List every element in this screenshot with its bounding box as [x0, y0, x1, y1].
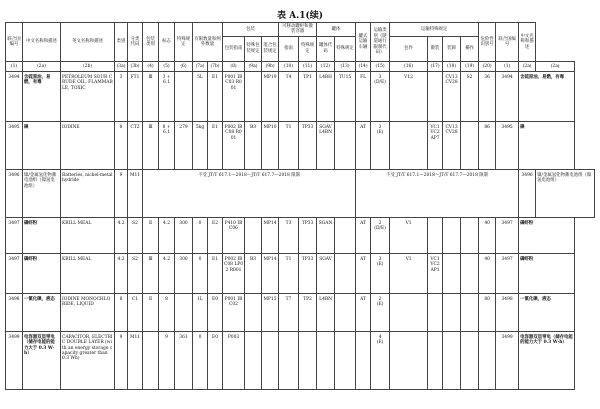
- cell-bulk: [428, 331, 443, 389]
- tunnel-code: (E): [376, 262, 384, 268]
- cell-packing-instr: P001 IBC03 R001: [223, 71, 245, 121]
- cell-special-provisions: 361: [175, 331, 193, 389]
- cell-packages: V12: [390, 71, 428, 121]
- cell-labels: 8 + 6.1: [159, 121, 175, 169]
- cell-mixed-packing: MP19: [262, 71, 279, 121]
- cell-tank-vehicle: AT: [356, 217, 371, 253]
- cell-un: 3498: [6, 293, 23, 331]
- col-num: (9a): [245, 61, 262, 71]
- cell-cn-name-right: 镍/金属氢化物蓄电池组（镍氢电池组）: [536, 169, 595, 217]
- cell-tank-code-special: [335, 217, 356, 253]
- header-loading: 装卸: [443, 36, 461, 61]
- table-row: [6, 169, 595, 217]
- cell-tank-instr: T4: [279, 71, 299, 121]
- cell-bulk: VC1 VC2 AP7: [428, 121, 443, 169]
- cell-mixed-packing: MP14: [262, 217, 279, 253]
- cell-packing-group: [143, 331, 159, 389]
- cell-hazard-id: [479, 331, 496, 389]
- table-title: 表 A.1(续): [276, 11, 324, 21]
- cell-packages: V1: [390, 253, 428, 293]
- cell-bulk: [428, 71, 443, 121]
- table-row: [6, 253, 595, 293]
- col-num: (1): [6, 61, 23, 71]
- header-tank-special: 特殊规定: [299, 36, 317, 61]
- col-num: (14): [356, 61, 371, 71]
- cell-class-code: S2: [128, 217, 143, 253]
- cell-cn-name: 碘: [23, 121, 61, 169]
- cell-tank-special: TP1: [299, 71, 317, 121]
- header-bulk: 散装: [428, 36, 443, 61]
- cell-tank-vehicle: FL: [356, 71, 371, 121]
- header-transport-category: 运输类别（隧道通行限制代码）: [371, 23, 390, 62]
- cell-en-name: IODINE: [61, 121, 115, 169]
- header-cn-name-right: 中文名称和描述: [519, 23, 536, 62]
- cell-labels: 4.2: [159, 217, 175, 253]
- header-tank-instructions: 指南: [279, 36, 299, 61]
- header-labels: 标志: [159, 23, 175, 62]
- cell-tank-code-special: [335, 293, 356, 331]
- cell-cn-name: 一氯化碘，液态: [23, 293, 61, 331]
- cell-excepted-qty: E0: [208, 331, 223, 389]
- cell-class-code: M11: [128, 331, 143, 389]
- cell-loading: [443, 331, 461, 389]
- cell-class-code: FT1: [128, 71, 143, 121]
- header-packaging-group: 包装: [223, 23, 279, 37]
- tunnel-code: (E): [376, 302, 384, 308]
- cell-special-packing: B3: [245, 253, 262, 293]
- cell-tank-code: SGAV: [317, 253, 335, 293]
- col-num: (12): [317, 61, 335, 71]
- cell-exemption-note: 不受 JT/T 617.1—2018～JT/T 617.7—2018 限制: [143, 169, 356, 217]
- cell-tank-special: TP33: [299, 217, 317, 253]
- cell-loading: [443, 217, 461, 253]
- cell-tank-special: [299, 331, 317, 389]
- cell-class: 9: [115, 169, 128, 217]
- cell-un-right: 3495: [496, 121, 519, 169]
- cell-class-code: C1: [128, 293, 143, 331]
- header-packing-instructions: 包装指南: [223, 36, 245, 61]
- col-num: (2a): [536, 61, 575, 71]
- cell-limited-qty: 1L: [193, 293, 208, 331]
- cell-en-name: KRILL MEAL: [61, 253, 115, 293]
- col-num: (20): [479, 61, 496, 71]
- cell-exemption-note: 不受 JT/T 617.1—2018～JT/T 617.7—2018 限制: [356, 169, 519, 217]
- cell-special-provisions: 300: [175, 253, 193, 293]
- col-num: (9b): [262, 61, 279, 71]
- cell-packing-group: Ⅲ: [143, 121, 159, 169]
- col-num: (5): [159, 61, 175, 71]
- cell-special-packing: [245, 331, 262, 389]
- cell-packages: [390, 293, 428, 331]
- cell-un-right: 3498: [496, 293, 519, 331]
- cell-tank-code-special: [335, 121, 356, 169]
- header-hazard-id: 危险性识别号: [479, 23, 496, 62]
- cell-transport-category: [371, 217, 390, 253]
- cell-class: 4.2: [115, 253, 128, 293]
- header-special-packing: 特殊包装规定: [245, 36, 262, 61]
- col-num: (2b): [61, 61, 115, 71]
- cell-tank-code: [317, 331, 335, 389]
- table-row: [6, 121, 595, 169]
- tunnel-code: (E): [376, 340, 384, 346]
- cell-bulk: VC1 VC2 AP1: [428, 253, 443, 293]
- transport-category: 3: [378, 256, 382, 262]
- cell-packing-instr: P001 IBC02: [223, 293, 245, 331]
- cell-tank-special: TP2: [299, 293, 317, 331]
- cell-limited-qty: 0: [193, 217, 208, 253]
- header-portable-tanks-group: 可移动罐柜和散装容器: [279, 23, 317, 37]
- cell-bulk: [428, 293, 443, 331]
- tunnel-code: (D/E): [374, 226, 386, 232]
- cell-tank-code: SGAV L4BN: [317, 121, 335, 169]
- col-num: (1): [496, 61, 519, 71]
- cell-hazard-id: 36: [479, 71, 496, 121]
- cell-special-provisions: [175, 71, 193, 121]
- cell-excepted-qty: E0: [208, 293, 223, 331]
- header-limited-quantities: 有限数量和例外数量: [193, 23, 223, 62]
- cell-class: 3: [115, 71, 128, 121]
- cell-cn-name-right: 碘: [519, 121, 575, 169]
- cell-excepted-qty: E1: [208, 121, 223, 169]
- cell-tank-vehicle: AT: [356, 121, 371, 169]
- cell-packing-group: Ⅱ: [143, 217, 159, 253]
- cell-packing-group: Ⅱ: [143, 293, 159, 331]
- cell-hazard-id: 40: [479, 217, 496, 253]
- cell-operation: [461, 217, 479, 253]
- col-num: (18): [443, 61, 461, 71]
- cell-un-right: 3497: [496, 253, 519, 293]
- header-un-number-right: 联合国编号: [496, 23, 519, 62]
- cell-cn-name: 磷虾粉: [23, 217, 61, 253]
- cell-excepted-qty: E1: [208, 71, 223, 121]
- cell-tank-code-special: [335, 253, 356, 293]
- cell-hazard-id: 80: [479, 293, 496, 331]
- col-num: (2a): [23, 61, 61, 71]
- cell-cn-name: 含硫原油，易燃，有毒: [23, 71, 61, 121]
- cell-excepted-qty: E2: [208, 217, 223, 253]
- header-packing-group: 包装类别: [143, 23, 159, 62]
- cell-tank-code-special: TU15: [335, 71, 356, 121]
- cell-special-packing: [245, 293, 262, 331]
- header-tank-group: 罐体: [317, 23, 356, 37]
- cell-un: 3495: [6, 121, 23, 169]
- cell-class-code: M11: [128, 169, 143, 217]
- cell-class: 9: [115, 331, 128, 389]
- cell-limited-qty: 5L: [193, 71, 208, 121]
- cell-hazard-id: 40: [479, 253, 496, 293]
- col-num: (2a): [519, 61, 536, 71]
- cell-loading: CV13 CV28: [443, 71, 461, 121]
- header-class-code: 分类代码: [128, 23, 143, 62]
- transport-category: 4: [378, 334, 382, 340]
- cell-un: 3494: [6, 71, 23, 121]
- cell-operation: [461, 121, 479, 169]
- header-mixed-packing: 混合包装规定: [262, 36, 279, 61]
- cell-operation: S2: [461, 71, 479, 121]
- cell-tank-vehicle: AT: [356, 293, 371, 331]
- cell-class: 8: [115, 121, 128, 169]
- cell-mixed-packing: [262, 331, 279, 389]
- header-packages: 包件: [390, 36, 428, 61]
- header-tank-code: 罐体代码: [317, 36, 335, 61]
- cell-packages: [390, 331, 428, 389]
- table-row: [6, 217, 595, 253]
- cell-packing-instr: P003: [223, 331, 245, 389]
- cell-packing-instr: P002 IBC08 LP02 R001: [223, 253, 245, 293]
- cell-tank-vehicle: [356, 331, 371, 389]
- cell-special-provisions: 279: [175, 121, 193, 169]
- cell-tank-instr: [279, 331, 299, 389]
- cell-class: 8: [115, 293, 128, 331]
- cell-un-right: 3499: [496, 331, 519, 389]
- cell-cn-name-right: 一氯化碘，液态: [519, 293, 575, 331]
- transport-category: 3: [378, 124, 382, 130]
- transport-category: 2: [378, 220, 382, 226]
- col-num: (7a): [193, 61, 208, 71]
- header-un-number: 联合国编号: [6, 23, 23, 62]
- cell-packing-group: Ⅲ: [143, 253, 159, 293]
- header-en-name: 英文名称和描述: [61, 23, 115, 62]
- cell-labels: 3 + 6.1: [159, 71, 175, 121]
- header-class: 类别: [115, 23, 128, 62]
- cell-limited-qty: 5kg: [193, 121, 208, 169]
- cell-transport-category: [371, 293, 390, 331]
- cell-un: 3499: [6, 331, 23, 389]
- cell-transport-category: [371, 121, 390, 169]
- cell-un: 3497: [6, 217, 23, 253]
- cell-un: 3497: [6, 253, 23, 293]
- col-num: (15): [371, 61, 390, 71]
- cell-cn-name-right: 磷虾粉: [519, 253, 575, 293]
- cell-tank-instr: T1: [279, 121, 299, 169]
- cell-labels: 9: [159, 331, 175, 389]
- cell-tank-code-special: [335, 331, 356, 389]
- tunnel-code: (D/E): [374, 80, 386, 86]
- cell-tank-instr: T7: [279, 293, 299, 331]
- cell-transport-category: [371, 253, 390, 293]
- cell-cn-name: 电容器双层带电（储存电能的能力大于 0.3 W·h）: [23, 331, 61, 389]
- cell-labels: 8: [159, 293, 175, 331]
- cell-packing-instr: P002 IBC08 R001: [223, 121, 245, 169]
- cell-excepted-qty: E1: [208, 253, 223, 293]
- col-num: (3b): [128, 61, 143, 71]
- cell-operation: [461, 331, 479, 389]
- cell-un-right: 3497: [496, 217, 519, 253]
- header-tank-code-special: 特殊规定: [335, 36, 356, 61]
- cell-un-right: 3496: [519, 169, 536, 217]
- cell-cn-name-right: 电容器双层带电（储存电能的能力大于 0.3 W·h）: [519, 331, 575, 389]
- tunnel-code: (E): [376, 130, 384, 136]
- cell-packing-group: Ⅲ: [143, 71, 159, 121]
- transport-category: 3: [378, 74, 382, 80]
- cell-loading: [443, 293, 461, 331]
- cell-cn-name: 镍/金属氢化物蓄电池组（镍氢电池组）: [23, 169, 61, 217]
- col-num: (19): [461, 61, 479, 71]
- cell-hazard-id: 86: [479, 121, 496, 169]
- col-num: (10): [279, 61, 299, 71]
- cell-tank-instr: T1: [279, 253, 299, 293]
- cell-transport-category: [371, 331, 390, 389]
- cell-transport-category: [371, 71, 390, 121]
- cell-en-name: Batteries, nickel-metal hydride: [61, 169, 115, 217]
- cell-tank-special: TP33: [299, 121, 317, 169]
- cell-tank-code: L4BH: [317, 71, 335, 121]
- cell-special-packing: B3: [245, 121, 262, 169]
- cell-tank-vehicle: AT: [356, 253, 371, 293]
- cell-en-name: PETROLEUM SOUR CRUDE OIL, FLAMMABLE, TOXIC: [61, 71, 115, 121]
- cell-bulk: [428, 217, 443, 253]
- col-num: (4): [143, 61, 159, 71]
- cell-packages: [390, 121, 428, 169]
- cell-special-packing: [245, 71, 262, 121]
- header-cn-name: 中文名称和描述: [23, 23, 61, 62]
- cell-limited-qty: 0: [193, 253, 208, 293]
- col-num: (3a): [115, 61, 128, 71]
- cell-tank-code: SGAN: [317, 217, 335, 253]
- header-tank-vehicle: 罐式运输车辆: [356, 23, 371, 62]
- table-row: [6, 331, 595, 389]
- cell-tank-special: TP33: [299, 253, 317, 293]
- cell-class: 4.2: [115, 217, 128, 253]
- cell-class-code: S2: [128, 253, 143, 293]
- cell-loading: [443, 253, 461, 293]
- cell-en-name: CAPACITOR, ELECTRIC DOUBLE LAYER (with an energy storage capacity greater than 0.3 Wh): [61, 331, 115, 389]
- cell-special-provisions: 300: [175, 217, 193, 253]
- cell-cn-name-right: 含硫原油，易燃，有毒: [519, 71, 575, 121]
- cell-special-provisions: [175, 293, 193, 331]
- cell-packing-instr: P410 IBC06: [223, 217, 245, 253]
- cell-labels: 4.2: [159, 253, 175, 293]
- col-num: (6): [175, 61, 193, 71]
- col-num: (16): [390, 61, 428, 71]
- cell-special-packing: [245, 217, 262, 253]
- col-num: (11): [299, 61, 317, 71]
- cell-loading: CV13 CV28: [443, 121, 461, 169]
- cell-mixed-packing: MP15: [262, 293, 279, 331]
- header-special-provisions: 特殊规定: [175, 23, 193, 62]
- cell-cn-name-right: 磷虾粉: [519, 217, 575, 253]
- col-num: (17): [428, 61, 443, 71]
- header-special-transport-group: 运输特殊规定: [390, 23, 479, 37]
- cell-class-code: CT2: [128, 121, 143, 169]
- cell-operation: [461, 253, 479, 293]
- transport-category: 2: [378, 296, 382, 302]
- cell-en-name: IODINE MONOCHLORIDE, LIQUID: [61, 293, 115, 331]
- cell-tank-code: L4BN: [317, 293, 335, 331]
- table-row: [6, 293, 595, 331]
- cell-packages: V1: [390, 217, 428, 253]
- col-num: (7b): [208, 61, 223, 71]
- col-num: (13): [335, 61, 356, 71]
- cell-tank-instr: T3: [279, 217, 299, 253]
- cell-limited-qty: 0: [193, 331, 208, 389]
- dangerous-goods-table: [5, 22, 595, 390]
- cell-mixed-packing: MP10: [262, 121, 279, 169]
- cell-un-right: 3494: [496, 71, 519, 121]
- cell-operation: [461, 293, 479, 331]
- header-operation: 操作: [461, 36, 479, 61]
- cell-un: 3496: [6, 169, 23, 217]
- cell-mixed-packing: MP14: [262, 253, 279, 293]
- cell-cn-name: 磷虾粉: [23, 253, 61, 293]
- table-row: [6, 71, 595, 121]
- col-num: (8): [223, 61, 245, 71]
- cell-en-name: KRILL MEAL: [61, 217, 115, 253]
